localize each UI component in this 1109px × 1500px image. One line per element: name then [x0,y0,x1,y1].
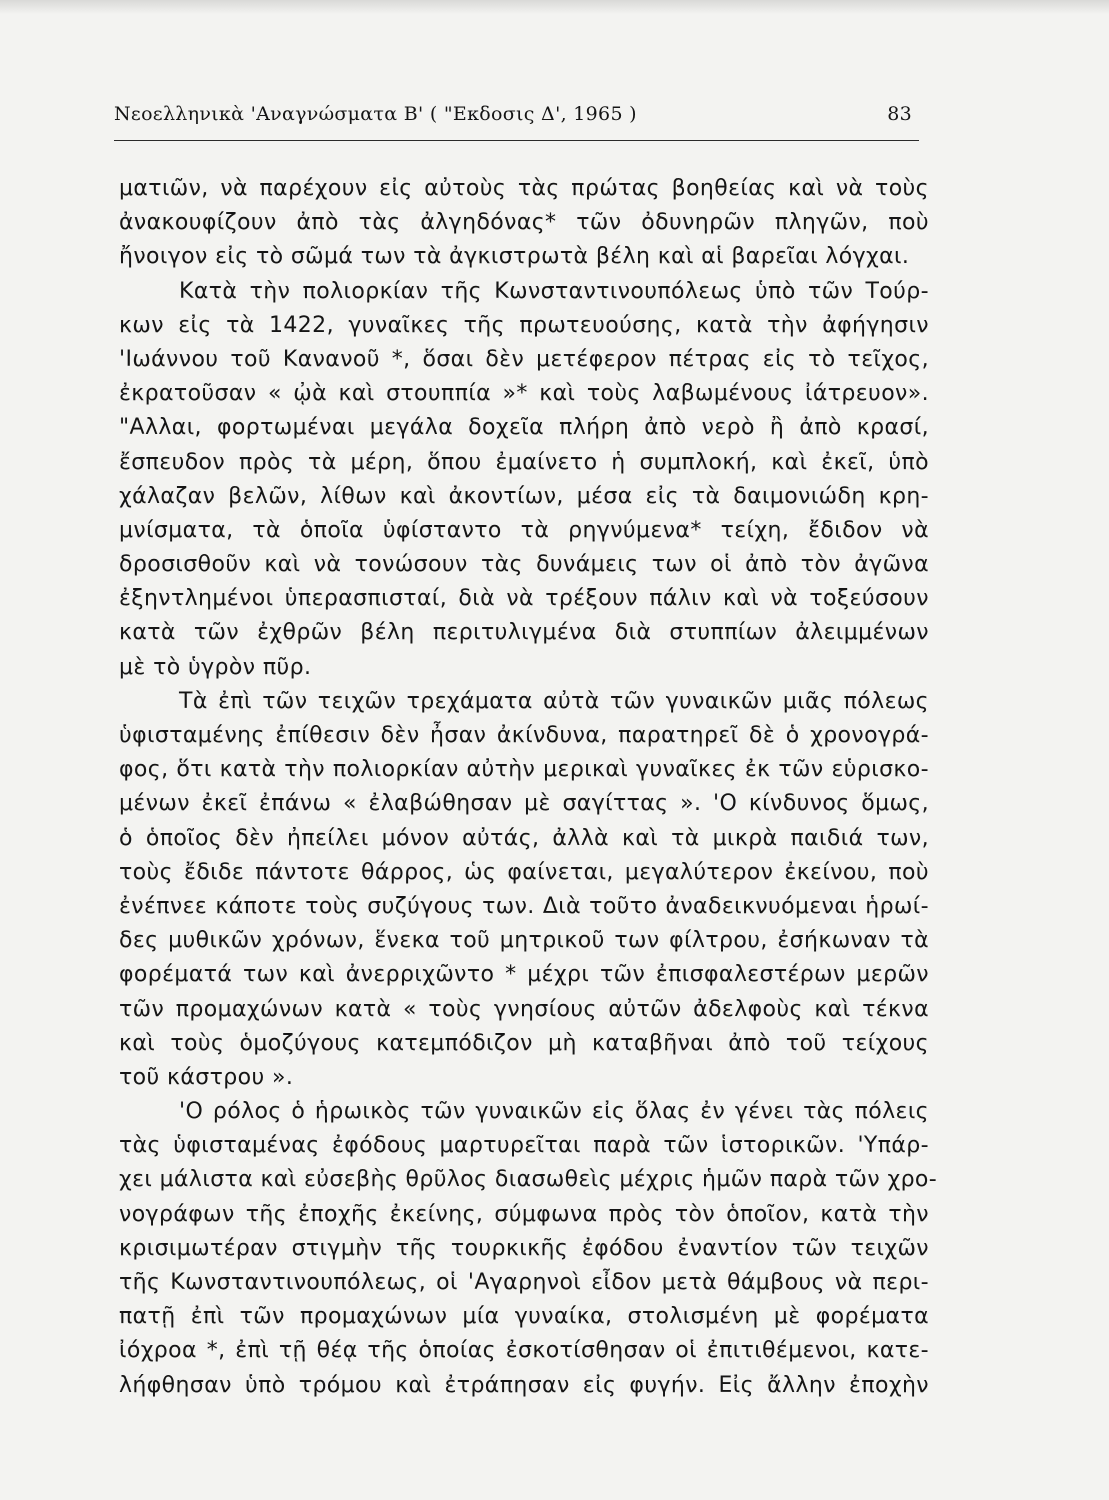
text-line: ὑφισταμένης ἐπίθεσιν δὲν ἦσαν ἀκίνδυνα, παρατηρεῖ δὲ ὁ χρονογρά- [119,723,929,748]
text-line: τῆς Κωνσταντινουπόλεως, οἱ 'Αγαρηνοὶ εἶδον μετὰ θάμβους νὰ περι- [119,1270,929,1295]
text-line: κατὰ τῶν ἐχθρῶν βέλη περιτυλιγμένα διὰ στυππίων ἀλειμμένων [119,620,929,646]
text-line: λήφθησαν ὑπὸ τρόμου καὶ ἐτράπησαν εἰς φυγήν. Εἰς ἄλλην ἐποχὴν [119,1372,929,1398]
text-line: δες μυθικῶν χρόνων, ἕνεκα τοῦ μητρικοῦ των φίλτρου, ἐσήκωναν τὰ [119,928,929,954]
text-line: 'Ιωάννου τοῦ Κανανοῦ *, ὅσαι δὲν μετέφερον πέτρας εἰς τὸ τεῖχος, [119,346,929,372]
text-line: ἰόχροα *, ἐπὶ τῇ θέᾳ τῆς ὁποίας ἐσκοτίσθησαν οἱ ἐπιτιθέμενοι, κατε- [119,1338,929,1364]
text-line: νογράφων τῆς ἐποχῆς ἐκείνης, σύμφωνα πρὸς τὸν ὁποῖον, κατὰ τὴν [119,1201,929,1227]
text-line: κων εἰς τὰ 1422, γυναῖκες τῆς πρωτευούσης, κατὰ τὴν ἀφήγησιν [119,312,929,338]
body-text [119,172,938,1403]
text-line: "Αλλαι, φορτωμέναι μεγάλα δοχεῖα πλήρη ἀπὸ νερὸ ἢ ἀπὸ κρασί, [119,415,929,441]
text-line: ἀνακουφίζουν ἀπὸ τὰς ἀλγηδόνας* τῶν ὀδυνηρῶν πληγῶν, ποὺ [119,210,929,236]
text-line: τὰς ὑφισταμένας ἐφόδους μαρτυρεῖται παρὰ τῶν ἱστορικῶν. 'Υπάρ- [119,1133,929,1159]
text-line: 'Ο ρόλος ὁ ἡρωικὸς τῶν γυναικῶν εἰς ὅλας ἐν γένει τὰς πόλεις [179,1099,929,1125]
text-line: φος, ὅτι κατὰ τὴν πολιορκίαν αὐτὴν μερικαὶ γυναῖκες ἐκ τῶν εὑρισκο- [119,757,929,783]
text-line: δροσισθοῦν καὶ νὰ τονώσουν τὰς δυνάμεις των οἱ ἀπὸ τὸν ἀγῶνα [119,552,929,578]
text-line: ματιῶν, νὰ παρέχουν εἰς αὐτοὺς τὰς πρώτας βοηθείας καὶ νὰ τοὺς [119,176,929,201]
text-line: μένων ἐκεῖ ἐπάνω « ἐλαβώθησαν μὲ σαγίττας ». 'Ο κίνδυνος ὅμως, [119,791,929,817]
text-line: Κατὰ τὴν πολιορκίαν τῆς Κωνσταντινουπόλεως ὑπὸ τῶν Τούρ- [179,278,929,304]
text-line: χάλαζαν βελῶν, λίθων καὶ ἀκοντίων, μέσα εἰς τὰ δαιμονιώδη κρη- [119,483,929,509]
text-line: μνίσματα, τὰ ὁποῖα ὑφίσταντο τὰ ρηγνύμενα* τείχη, ἔδιδον νὰ [119,517,929,543]
text-line: μὲ τὸ ὑγρὸν πῦρ. [119,654,312,680]
text-line: Τὰ ἐπὶ τῶν τειχῶν τρεχάματα αὐτὰ τῶν γυναικῶν μιᾶς πόλεως [179,688,929,714]
text-line: τοὺς ἔδιδε πάντοτε θάρρος, ὡς φαίνεται, μεγαλύτερον ἐκείνου, ποὺ [119,859,929,885]
text-line: φορέματά των καὶ ἀνερριχῶντο * μέχρι τῶν ἐπισφαλεστέρων μερῶν [119,962,929,988]
text-line: καὶ τοὺς ὁμοζύγους κατεμπόδιζον μὴ καταβῆναι ἀπὸ τοῦ τείχους [119,1030,929,1056]
running-header [114,103,922,133]
text-line: ἐξηντλημένοι ὑπερασπισταί, διὰ νὰ τρέξουν πάλιν καὶ νὰ τοξεύσουν [119,586,929,612]
text-line: ὁ ὁποῖος δὲν ἠπείλει μόνον αὐτάς, ἀλλὰ καὶ τὰ μικρὰ παιδιά των, [119,825,929,851]
text-line: ἤνοιγον εἰς τὸ σῶμά των τὰ ἀγκιστρωτὰ βέλη καὶ αἱ βαρεῖαι λόγχαι. [119,244,910,270]
text-line: τῶν προμαχώνων κατὰ « τοὺς γνησίους αὐτῶν ἀδελφοὺς καὶ τέκνα [119,996,929,1022]
page-number: 83 [887,103,912,125]
text-line: πατῇ ἐπὶ τῶν προμαχώνων μία γυναίκα, στολισμένη μὲ φορέματα [119,1304,929,1330]
text-line: ἐκρατοῦσαν « ᾠὰ καὶ στουππία »* καὶ τοὺς λαβωμένους ἰάτρευον». [119,381,929,407]
running-header-title: Νεοελληνικὰ 'Αναγνώσματα Β' ( "Εκδοσις Δ', 1965 ) [114,103,637,125]
text-line: τοῦ κάστρου ». [119,1064,294,1090]
header-rule [114,140,919,141]
text-line: χει μάλιστα καὶ εὐσεβὴς θρῦλος διασωθεὶς μέχρις ἡμῶν παρὰ τῶν χρο- [119,1167,938,1193]
text-line: ἐνέπνεε κάποτε τοὺς συζύγους των. Διὰ τοῦτο ἀναδεικνυόμεναι ἡρωί- [119,893,929,919]
text-line: ἔσπευδον πρὸς τὰ μέρη, ὅπου ἐμαίνετο ἡ συμπλοκή, καὶ ἐκεῖ, ὑπὸ [119,449,929,475]
text-line: κρισιμωτέραν στιγμὴν τῆς τουρκικῆς ἐφόδου ἐναντίον τῶν τειχῶν [119,1235,929,1261]
